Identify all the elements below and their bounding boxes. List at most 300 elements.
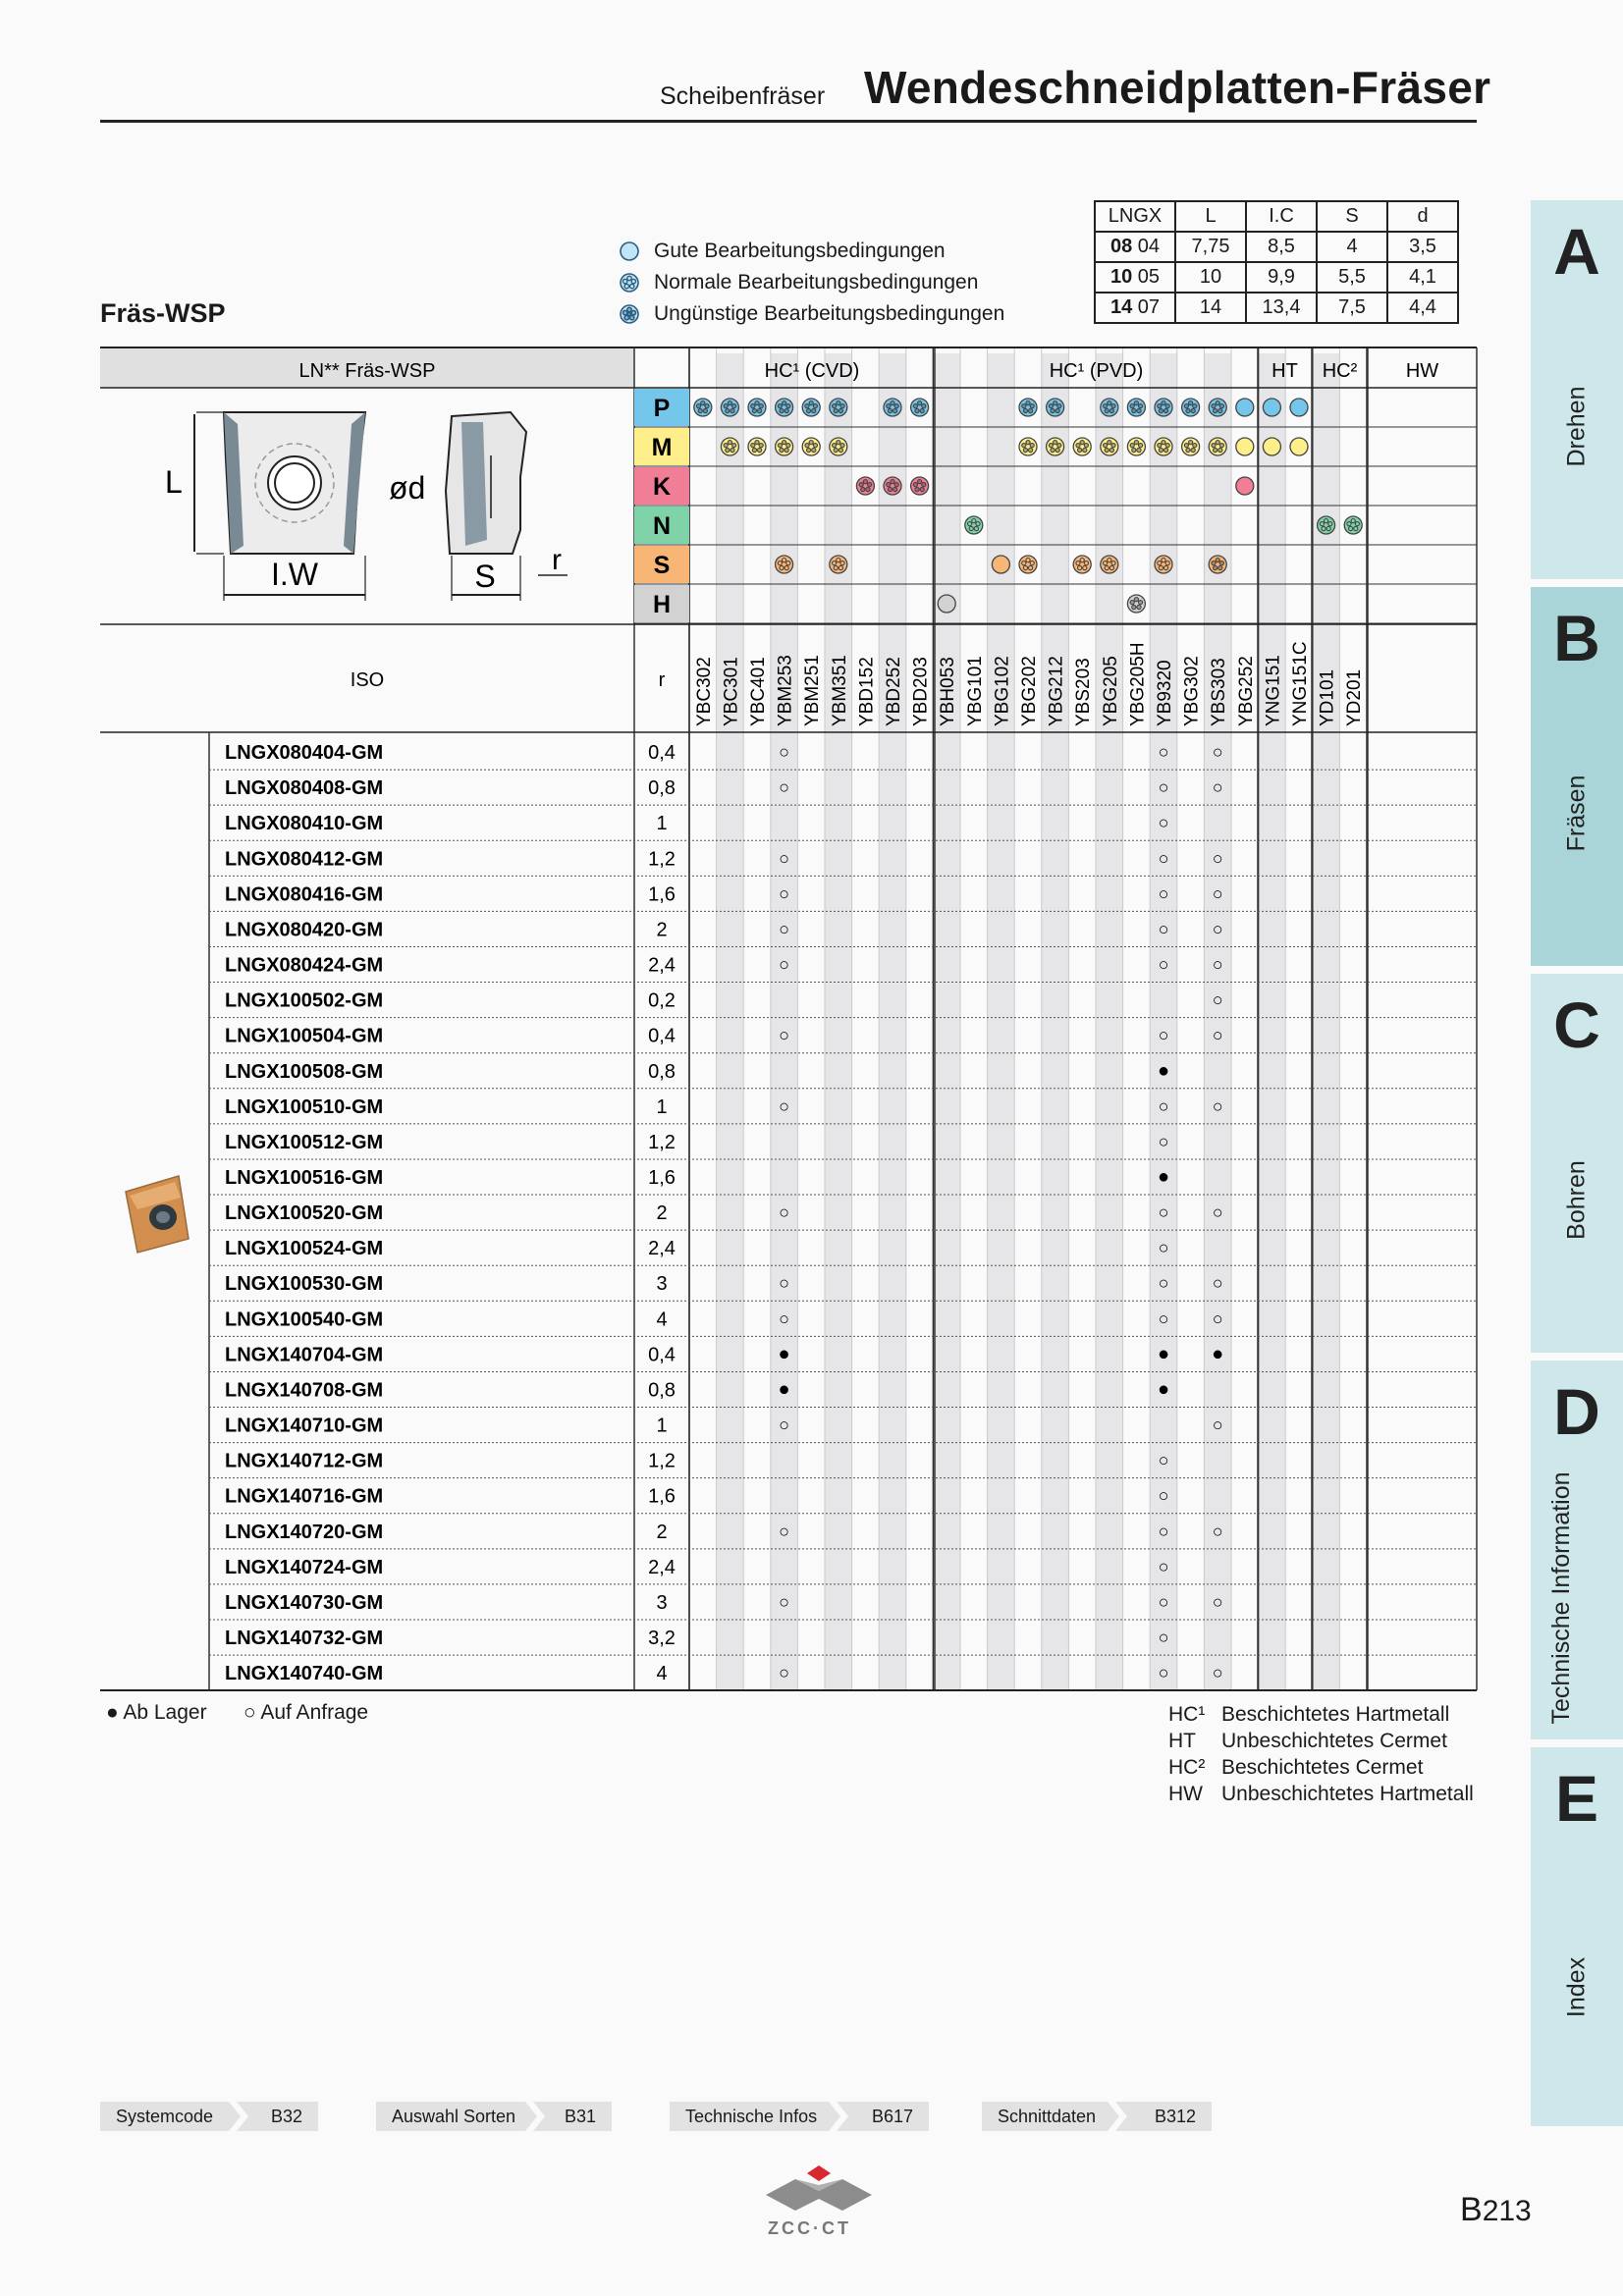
iso-code: LNGX140724-GM bbox=[225, 1556, 384, 1578]
availability-mark: ○ bbox=[779, 1308, 790, 1329]
grade-column-shade bbox=[1313, 353, 1340, 1690]
condition-petal bbox=[1193, 404, 1197, 408]
legend-normal-label: Normale Bearbeitungsbedingungen bbox=[654, 271, 979, 294]
iso-code: LNGX140710-GM bbox=[225, 1415, 384, 1437]
condition-petal bbox=[1138, 601, 1142, 605]
material-letter-M: M bbox=[651, 434, 673, 461]
dim-IW-label: I.W bbox=[271, 557, 318, 592]
radius-value: 2 bbox=[656, 1521, 668, 1543]
condition-petal bbox=[1104, 444, 1108, 448]
dim-code-minor: 04 bbox=[1137, 236, 1161, 257]
condition-petal bbox=[1028, 448, 1032, 452]
condition-petal bbox=[724, 404, 728, 408]
grade-label: YBC401 bbox=[748, 657, 769, 726]
dim-cell: 9,9 bbox=[1246, 262, 1317, 293]
availability-mark: ○ bbox=[1158, 954, 1169, 975]
iso-code: LNGX100502-GM bbox=[225, 989, 384, 1012]
grade-label: YBS303 bbox=[1209, 658, 1230, 726]
condition-petal bbox=[861, 487, 865, 491]
condition-petal bbox=[1076, 444, 1080, 448]
dim-cell: 4,1 bbox=[1387, 262, 1458, 293]
grade-label: YD101 bbox=[1317, 668, 1338, 726]
availability-mark: ● bbox=[1157, 1378, 1170, 1401]
coating-desc: Beschichtetes Cermet bbox=[1221, 1756, 1424, 1779]
condition-petal bbox=[1138, 444, 1142, 448]
availability-mark: ○ bbox=[779, 883, 790, 904]
dim-cell: 7,75 bbox=[1175, 232, 1246, 262]
page-number bbox=[1460, 2191, 1532, 2229]
condition-petal bbox=[1022, 444, 1026, 448]
condition-petal bbox=[839, 448, 842, 452]
coating-key: HW bbox=[1168, 1783, 1203, 1805]
availability-mark: ○ bbox=[779, 1521, 790, 1541]
condition-petal bbox=[893, 487, 896, 491]
availability-mark: ○ bbox=[1158, 1095, 1169, 1116]
condition-petal bbox=[1163, 408, 1167, 412]
availability-mark: ○ bbox=[1158, 1025, 1169, 1045]
radius-value: 1,2 bbox=[648, 848, 676, 871]
grade-label: YBG102 bbox=[992, 656, 1013, 726]
grade-column-shade bbox=[771, 353, 798, 1690]
iso-code: LNGX100540-GM bbox=[225, 1308, 384, 1331]
iso-code: LNGX140740-GM bbox=[225, 1663, 384, 1685]
availability-mark: ● bbox=[1157, 1059, 1170, 1082]
condition-petal bbox=[1026, 441, 1030, 445]
condition-petal bbox=[1132, 605, 1136, 609]
radius-value: 0,4 bbox=[648, 1344, 676, 1366]
nav-ref: B31 bbox=[564, 2106, 596, 2126]
grade-label: YBM251 bbox=[802, 655, 824, 726]
insert-dimension-drawing bbox=[165, 412, 568, 601]
condition-petal bbox=[1137, 448, 1141, 452]
condition-petal bbox=[730, 408, 734, 412]
iso-code: LNGX080404-GM bbox=[225, 742, 384, 765]
availability-mark: ○ bbox=[779, 1415, 790, 1435]
availability-mark: ○ bbox=[1212, 1202, 1223, 1223]
dim-header: d bbox=[1387, 201, 1458, 232]
condition-petal bbox=[783, 401, 786, 405]
condition-petal bbox=[834, 448, 838, 452]
condition-petal bbox=[1054, 441, 1057, 445]
condition-petal bbox=[1219, 404, 1223, 408]
dim-cell: 4,4 bbox=[1387, 293, 1458, 323]
condition-petal bbox=[834, 408, 838, 412]
page-title: Wendeschneidplatten-Fräser bbox=[864, 62, 1491, 113]
radius-value: 2 bbox=[656, 919, 668, 941]
availability-mark: ○ bbox=[1212, 989, 1223, 1010]
condition-petal bbox=[1218, 408, 1222, 412]
radius-value: 4 bbox=[656, 1663, 668, 1685]
condition-petal bbox=[1083, 448, 1087, 452]
product-header-label: LN** Fräs-WSP bbox=[298, 360, 436, 382]
condition-petal bbox=[1078, 448, 1082, 452]
dim-header: S bbox=[1317, 201, 1387, 232]
condition-petal bbox=[1212, 561, 1216, 565]
condition-petal bbox=[1191, 448, 1195, 452]
condition-petal bbox=[893, 408, 896, 412]
nav-ref: B617 bbox=[871, 2106, 913, 2126]
availability-mark: ○ bbox=[1158, 1521, 1169, 1541]
availability-mark: ○ bbox=[1212, 1591, 1223, 1612]
iso-code: LNGX080410-GM bbox=[225, 813, 384, 835]
group-header-2: HT bbox=[1271, 360, 1298, 382]
condition-mark bbox=[938, 595, 955, 613]
condition-petal bbox=[867, 483, 871, 487]
radius-value: 0,8 bbox=[648, 1060, 676, 1083]
grade-column-shade bbox=[1204, 353, 1231, 1690]
radius-value: 0,8 bbox=[648, 777, 676, 800]
grade-column-shade bbox=[825, 353, 852, 1690]
condition-petal bbox=[1214, 408, 1217, 412]
page-letter: B bbox=[1460, 2191, 1483, 2228]
availability-mark: ○ bbox=[1158, 1308, 1169, 1329]
footnote-request: ○ Auf Anfrage bbox=[243, 1701, 369, 1724]
condition-petal bbox=[1158, 444, 1162, 448]
coating-legend-item bbox=[1168, 1783, 1474, 1806]
tab-letter-b: B bbox=[1553, 602, 1600, 674]
nav-schnittdaten-button[interactable] bbox=[982, 2102, 1212, 2131]
condition-petal bbox=[1214, 565, 1217, 569]
grade-label: YBG205H bbox=[1127, 642, 1149, 726]
radius-value: 1,2 bbox=[648, 1131, 676, 1153]
iso-code: LNGX140712-GM bbox=[225, 1450, 384, 1472]
condition-petal bbox=[1193, 444, 1197, 448]
radius-value: 1,2 bbox=[648, 1450, 676, 1472]
condition-mark bbox=[1290, 438, 1308, 455]
iso-code: LNGX080408-GM bbox=[225, 777, 384, 800]
tab-label-technische-information: Technische Information bbox=[1547, 1471, 1575, 1725]
condition-petal bbox=[757, 408, 761, 412]
nav-label: Systemcode bbox=[116, 2106, 214, 2126]
radius-value: 0,8 bbox=[648, 1379, 676, 1402]
availability-mark: ○ bbox=[1212, 1663, 1223, 1683]
availability-mark: ○ bbox=[779, 1095, 790, 1116]
dim-cell: 5,5 bbox=[1317, 262, 1387, 293]
condition-petal bbox=[922, 404, 926, 408]
condition-petal bbox=[728, 401, 731, 405]
condition-petal bbox=[1026, 401, 1030, 405]
grade-label: YBC301 bbox=[721, 657, 742, 726]
condition-petal bbox=[915, 487, 919, 491]
condition-petal bbox=[922, 483, 926, 487]
availability-mark: ○ bbox=[1158, 1591, 1169, 1612]
condition-petal bbox=[701, 401, 705, 405]
condition-petal bbox=[1189, 401, 1193, 405]
condition-petal bbox=[1130, 601, 1134, 605]
condition-petal bbox=[813, 444, 817, 448]
chevron-right-icon bbox=[827, 2102, 848, 2131]
condition-petal bbox=[784, 408, 788, 412]
condition-petal bbox=[780, 408, 784, 412]
condition-petal bbox=[1216, 441, 1219, 445]
availability-mark: ● bbox=[778, 1343, 790, 1365]
iso-code: LNGX080420-GM bbox=[225, 919, 384, 941]
condition-petal bbox=[1057, 444, 1061, 448]
iso-code: LNGX140704-GM bbox=[225, 1344, 384, 1366]
grade-label: YBD252 bbox=[884, 657, 904, 726]
condition-petal bbox=[812, 408, 816, 412]
condition-petal bbox=[1132, 448, 1136, 452]
condition-petal bbox=[698, 408, 702, 412]
condition-petal bbox=[863, 480, 867, 484]
nav-ref: B32 bbox=[270, 2106, 302, 2126]
chevron-right-icon bbox=[523, 2102, 545, 2131]
dim-cell: 13,4 bbox=[1246, 293, 1317, 323]
availability-mark: ○ bbox=[1212, 919, 1223, 939]
condition-petal bbox=[697, 404, 701, 408]
dim-cell: 10 bbox=[1175, 262, 1246, 293]
availability-mark: ○ bbox=[1158, 1663, 1169, 1683]
condition-petal bbox=[1023, 408, 1027, 412]
grade-column-shade bbox=[717, 353, 744, 1690]
condition-petal bbox=[1137, 605, 1141, 609]
availability-mark: ● bbox=[1157, 1343, 1170, 1365]
condition-petal bbox=[728, 441, 731, 445]
condition-petal bbox=[1105, 448, 1109, 452]
radius-value: 1 bbox=[656, 1415, 668, 1437]
availability-mark: ○ bbox=[779, 1273, 790, 1294]
condition-petal bbox=[1137, 408, 1141, 412]
iso-code: LNGX100516-GM bbox=[225, 1167, 384, 1189]
availability-mark: ○ bbox=[1212, 1415, 1223, 1435]
grade-label: YBM351 bbox=[829, 655, 850, 726]
iso-code: LNGX140716-GM bbox=[225, 1485, 384, 1508]
logo-text: ZCC·CT bbox=[768, 2218, 851, 2238]
condition-petal bbox=[1055, 408, 1059, 412]
material-letter-H: H bbox=[652, 591, 672, 618]
grade-label: YNG151 bbox=[1263, 655, 1284, 726]
coating-desc: Unbeschichtetes Cermet bbox=[1221, 1730, 1447, 1752]
nav-auswahl-sorten-button[interactable] bbox=[376, 2102, 612, 2131]
condition-petal bbox=[807, 448, 811, 452]
condition-petal bbox=[1051, 448, 1055, 452]
grade-label: YBG302 bbox=[1181, 656, 1203, 726]
nav-label: Auswahl Sorten bbox=[392, 2106, 516, 2126]
availability-mark: ○ bbox=[1158, 1628, 1169, 1648]
grade-label: YNG151C bbox=[1290, 641, 1311, 726]
coating-desc: Beschichtetes Hartmetall bbox=[1221, 1703, 1450, 1726]
group-header-4: HW bbox=[1405, 360, 1439, 382]
grade-column-shade bbox=[879, 353, 906, 1690]
condition-petal bbox=[759, 444, 763, 448]
condition-petal bbox=[731, 404, 735, 408]
condition-petal bbox=[1108, 401, 1111, 405]
iso-code: LNGX100524-GM bbox=[225, 1238, 384, 1260]
condition-petal bbox=[1214, 448, 1217, 452]
radius-value: 0,4 bbox=[648, 1025, 676, 1047]
condition-petal bbox=[887, 483, 891, 487]
condition-petal bbox=[783, 441, 786, 445]
tab-label-fraesen: Fräsen bbox=[1562, 774, 1591, 852]
availability-mark: ○ bbox=[1212, 954, 1223, 975]
condition-petal bbox=[1134, 401, 1138, 405]
nav-ref: B312 bbox=[1154, 2106, 1196, 2126]
condition-petal bbox=[839, 408, 842, 412]
availability-mark: ○ bbox=[779, 919, 790, 939]
condition-petal bbox=[1132, 408, 1136, 412]
dim-cell: 8,5 bbox=[1246, 232, 1317, 262]
condition-petal bbox=[780, 448, 784, 452]
tab-label-bohren: Bohren bbox=[1562, 1160, 1591, 1240]
material-letter-N: N bbox=[652, 512, 672, 540]
radius-value: 1 bbox=[656, 1095, 668, 1118]
radius-value: 1,6 bbox=[648, 1167, 676, 1189]
condition-petal bbox=[751, 404, 755, 408]
condition-petal bbox=[1080, 441, 1084, 445]
condition-petal bbox=[1212, 404, 1216, 408]
dim-code-minor: 05 bbox=[1137, 266, 1161, 288]
condition-petal bbox=[778, 404, 782, 408]
condition-petal bbox=[755, 441, 759, 445]
condition-mark bbox=[1236, 438, 1254, 455]
condition-petal bbox=[1109, 448, 1113, 452]
condition-petal bbox=[1186, 448, 1190, 452]
condition-petal bbox=[809, 441, 813, 445]
availability-mark: ○ bbox=[1158, 1238, 1169, 1258]
radius-value: 2 bbox=[656, 1202, 668, 1225]
condition-petal bbox=[752, 408, 756, 412]
condition-petal bbox=[1105, 408, 1109, 412]
dim-code-major: 08 bbox=[1109, 236, 1133, 257]
availability-mark: ○ bbox=[1158, 813, 1169, 833]
condition-petal bbox=[1219, 561, 1223, 565]
condition-petal bbox=[1216, 559, 1219, 562]
grade-label: YD201 bbox=[1344, 668, 1366, 726]
footnote-stock: ● Ab Lager bbox=[106, 1701, 207, 1724]
grade-column-shade bbox=[1259, 353, 1286, 1690]
condition-petal bbox=[751, 444, 755, 448]
availability-mark: ○ bbox=[1158, 1556, 1169, 1576]
grade-label: YBD203 bbox=[910, 657, 932, 726]
chevron-right-icon bbox=[227, 2102, 248, 2131]
tab-letter-c: C bbox=[1553, 988, 1600, 1061]
condition-petal bbox=[920, 487, 924, 491]
availability-mark: ○ bbox=[779, 954, 790, 975]
condition-petal bbox=[1051, 408, 1055, 412]
condition-petal bbox=[837, 401, 840, 405]
legend-good-label: Gute Bearbeitungsbedingungen bbox=[654, 240, 946, 262]
r-header-label: r bbox=[658, 669, 666, 691]
grade-label: YBG212 bbox=[1046, 656, 1067, 726]
availability-mark: ○ bbox=[1212, 883, 1223, 904]
dim-code-major: 10 bbox=[1109, 266, 1133, 288]
availability-mark: ○ bbox=[1158, 777, 1169, 798]
condition-petal bbox=[1191, 408, 1195, 412]
radius-value: 0,2 bbox=[648, 989, 676, 1012]
radius-value: 3,2 bbox=[648, 1628, 676, 1650]
condition-petal bbox=[1130, 404, 1134, 408]
iso-code: LNGX080424-GM bbox=[225, 954, 384, 977]
condition-petal bbox=[1218, 565, 1222, 569]
header-subtitle: Scheibenfräser bbox=[660, 82, 826, 110]
dim-code-minor: 07 bbox=[1137, 296, 1161, 318]
dim-cell: 3,5 bbox=[1387, 232, 1458, 262]
insert-product-hole-inner bbox=[156, 1211, 170, 1223]
dim-d-label: ød bbox=[389, 470, 426, 506]
condition-petal bbox=[807, 408, 811, 412]
condition-petal bbox=[1028, 408, 1032, 412]
grade-label: YBG205 bbox=[1100, 656, 1121, 726]
availability-mark: ○ bbox=[1212, 848, 1223, 869]
condition-mark bbox=[1290, 399, 1308, 416]
availability-mark: ○ bbox=[1158, 742, 1169, 763]
condition-petal bbox=[913, 404, 917, 408]
availability-mark: ○ bbox=[1212, 1095, 1223, 1116]
condition-petal bbox=[1130, 444, 1134, 448]
tab-label-drehen: Drehen bbox=[1562, 386, 1591, 467]
condition-petal bbox=[837, 441, 840, 445]
condition-petal bbox=[1162, 401, 1165, 405]
availability-mark: ○ bbox=[1158, 1485, 1169, 1506]
condition-petal bbox=[1184, 404, 1188, 408]
availability-mark: ○ bbox=[1158, 1450, 1169, 1470]
availability-mark: ● bbox=[778, 1378, 790, 1401]
grade-column-shade bbox=[988, 353, 1015, 1690]
condition-petal bbox=[755, 401, 759, 405]
availability-mark: ○ bbox=[1158, 1131, 1169, 1151]
condition-petal bbox=[1163, 448, 1167, 452]
grade-label: YBD152 bbox=[856, 657, 878, 726]
grade-column-shade bbox=[1042, 353, 1069, 1690]
nav-systemcode-button[interactable] bbox=[100, 2102, 318, 2131]
radius-value: 4 bbox=[656, 1308, 668, 1331]
condition-petal bbox=[894, 404, 898, 408]
iso-code: LNGX100530-GM bbox=[225, 1273, 384, 1296]
grade-label: YBC302 bbox=[693, 657, 715, 726]
tab-letter-d: D bbox=[1553, 1375, 1600, 1448]
condition-petal bbox=[1134, 441, 1138, 445]
condition-petal bbox=[1084, 444, 1088, 448]
availability-mark: ○ bbox=[1212, 1273, 1223, 1294]
coating-legend-item bbox=[1168, 1730, 1447, 1753]
condition-petal bbox=[1111, 444, 1115, 448]
iso-code: LNGX100508-GM bbox=[225, 1060, 384, 1083]
grade-label: YBG202 bbox=[1019, 656, 1040, 726]
dim-cell: 4 bbox=[1317, 232, 1387, 262]
condition-petal bbox=[1162, 441, 1165, 445]
grade-label: YBM253 bbox=[775, 655, 796, 726]
condition-petal bbox=[1158, 404, 1162, 408]
coating-key: HC² bbox=[1168, 1756, 1206, 1779]
material-letter-P: P bbox=[653, 395, 671, 422]
condition-mark bbox=[992, 556, 1009, 573]
grade-column-shade bbox=[933, 353, 960, 1690]
condition-petal bbox=[891, 480, 894, 484]
iso-code: LNGX140708-GM bbox=[225, 1379, 384, 1402]
coating-key: HC¹ bbox=[1168, 1703, 1206, 1726]
condition-petal bbox=[915, 408, 919, 412]
nav-label: Schnittdaten bbox=[998, 2106, 1097, 2126]
iso-code: LNGX080416-GM bbox=[225, 883, 384, 906]
condition-petal bbox=[1165, 444, 1169, 448]
group-header-0: HC¹ (CVD) bbox=[764, 360, 860, 382]
nav-technische-infos-button[interactable] bbox=[670, 2102, 929, 2131]
iso-header-label: ISO bbox=[350, 669, 385, 691]
condition-petal bbox=[1212, 444, 1216, 448]
condition-petal bbox=[813, 404, 817, 408]
availability-mark: ○ bbox=[779, 1591, 790, 1612]
coating-legend-item bbox=[1168, 1756, 1423, 1780]
radius-value: 2,4 bbox=[648, 1556, 676, 1578]
condition-petal bbox=[1055, 448, 1059, 452]
condition-petal bbox=[859, 483, 863, 487]
condition-petal bbox=[918, 480, 922, 484]
availability-mark: ○ bbox=[1158, 883, 1169, 904]
condition-petal bbox=[752, 448, 756, 452]
condition-petal bbox=[833, 404, 837, 408]
dim-cell: 14 bbox=[1175, 293, 1246, 323]
availability-mark: ○ bbox=[1158, 919, 1169, 939]
